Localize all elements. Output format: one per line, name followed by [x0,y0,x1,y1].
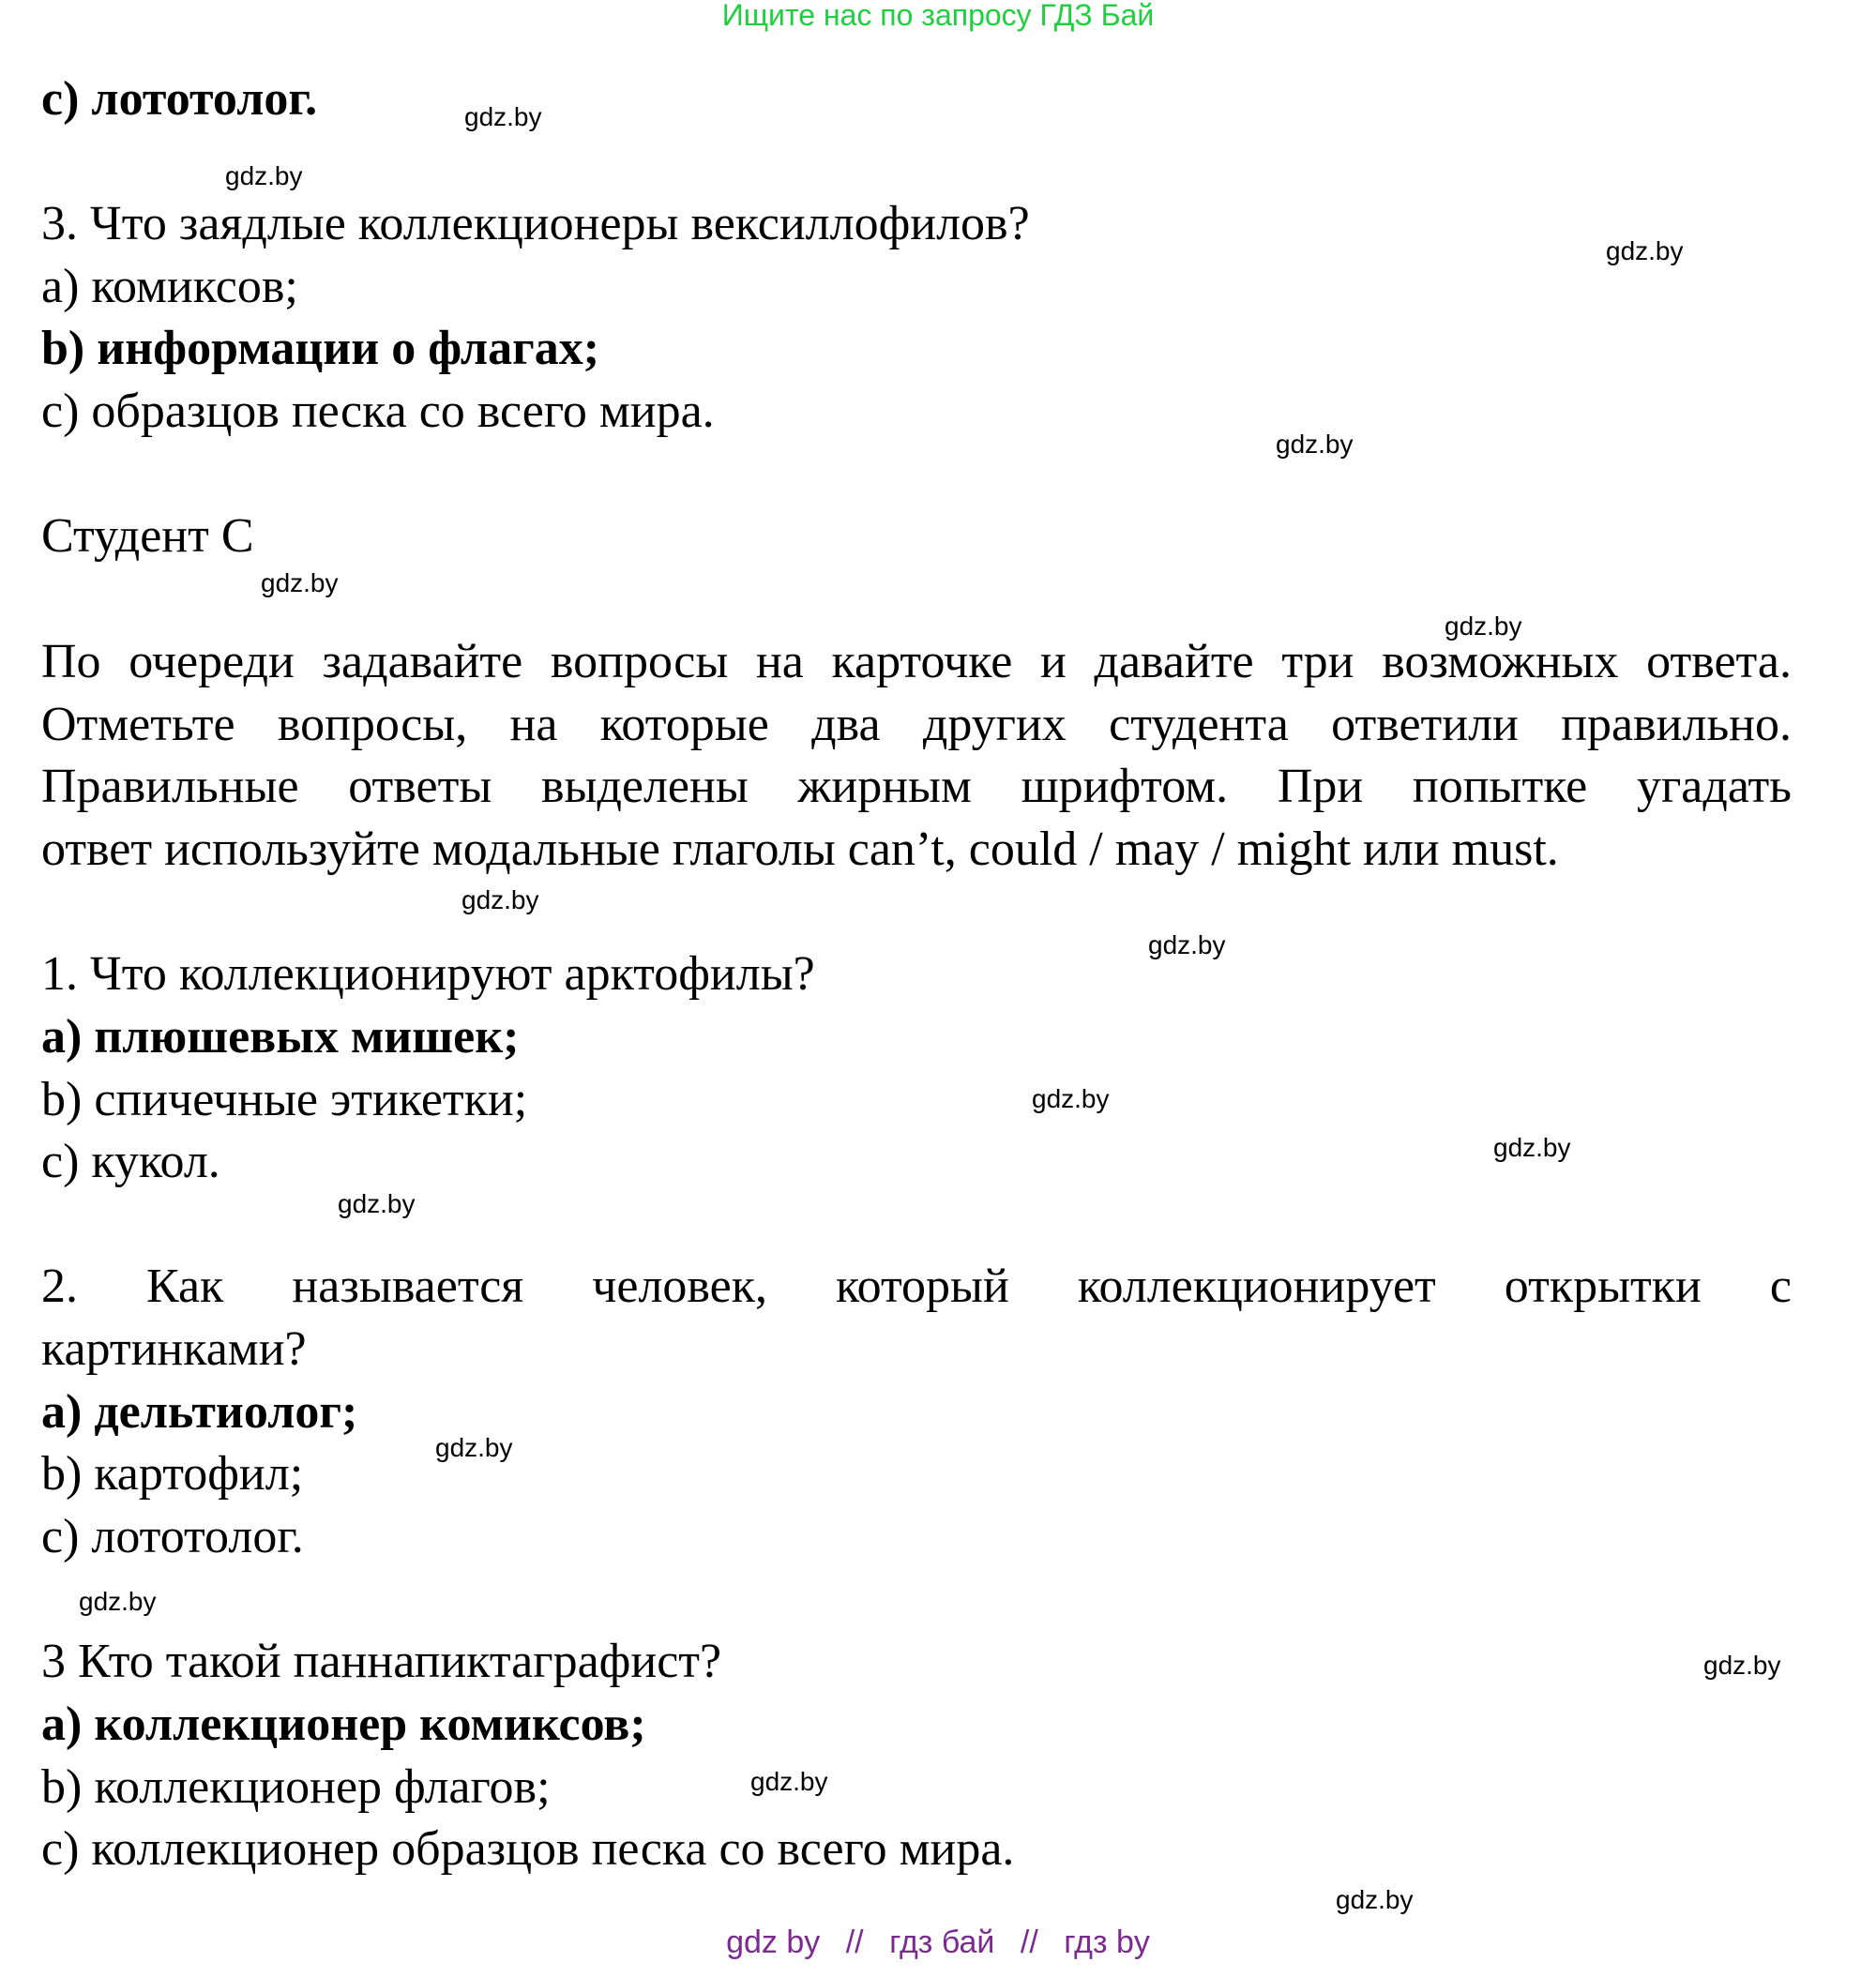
student-c-question-3: 3 Кто такой паннапиктаграфист? [41,1635,722,1688]
prev-answer-c: c) лототолог. [41,72,318,126]
footer-link-gdz-by[interactable]: gdz by [726,1924,821,1960]
watermark: gdz.by [261,568,339,597]
student-c-q2-option-a-correct: a) дельтиолог; [41,1385,358,1439]
watermark: gdz.by [1493,1133,1571,1162]
student-c-q1-option-c: c) кукол. [41,1135,220,1188]
student-c-q3-option-a-correct: a) коллекционер комиксов; [41,1698,646,1751]
footer-separator: // [1020,1924,1038,1960]
instructions-line-3: Правильные ответы выделены жирным шрифтом. При попытке угадать [41,760,1792,813]
instructions-line-2: Отметьте вопросы, на которые два других студента ответили правильно. [41,698,1792,751]
question-3-option-c: c) образцов песка со всего мира. [41,385,715,438]
watermark: gdz.by [461,885,539,914]
watermark: gdz.by [1276,430,1354,459]
watermark: gdz.by [1445,611,1522,641]
watermark: gdz.by [79,1587,157,1616]
footer-link-gdz-by-cyr[interactable]: гдз by [1064,1924,1150,1960]
watermark: gdz.by [338,1189,416,1218]
watermark: gdz.by [464,102,542,131]
watermark: gdz.by [225,161,303,190]
instructions-line-1: По очереди задавайте вопросы на карточке и давайте три возможных ответа. [41,635,1792,688]
watermark: gdz.by [435,1433,513,1462]
student-c-q2-option-b: b) картофил; [41,1447,304,1501]
question-3-option-b-correct: b) информации о флагах; [41,322,600,375]
watermark: gdz.by [750,1767,828,1796]
search-banner: Ищите нас по запросу ГДЗ Бай [721,0,1155,32]
student-c-q2-option-c: c) лототолог. [41,1510,304,1563]
watermark: gdz.by [1148,930,1226,959]
footer-separator: // [845,1924,864,1960]
student-c-heading: Студент С [41,509,254,563]
student-c-q3-option-b: b) коллекционер флагов; [41,1760,551,1814]
student-c-q1-option-b: b) спичечные этикетки; [41,1073,528,1126]
question-3-text: 3. Что заядлые коллекционеры вексиллофилов? [41,197,1030,250]
watermark: gdz.by [1703,1651,1781,1680]
student-c-question-2-line-2: картинками? [41,1322,307,1376]
footer-link-gdz-bai[interactable]: гдз бай [889,1924,995,1960]
student-c-question-1: 1. Что коллекционируют арктофилы? [41,947,815,1001]
student-c-q3-option-c: c) коллекционер образцов песка со всего мира. [41,1822,1015,1876]
question-3-option-a: a) комиксов; [41,260,298,313]
student-c-question-2-line-1: 2. Как называется человек, который коллекционирует открытки с [41,1260,1792,1313]
footer-links [0,1924,1876,1961]
watermark: gdz.by [1336,1885,1414,1914]
watermark: gdz.by [1606,236,1684,265]
watermark: gdz.by [1032,1084,1110,1113]
instructions-line-4: ответ используйте модальные глаголы can’t, could / may / might или must. [41,822,1559,876]
student-c-q1-option-a-correct: a) плюшевых мишек; [41,1010,520,1064]
